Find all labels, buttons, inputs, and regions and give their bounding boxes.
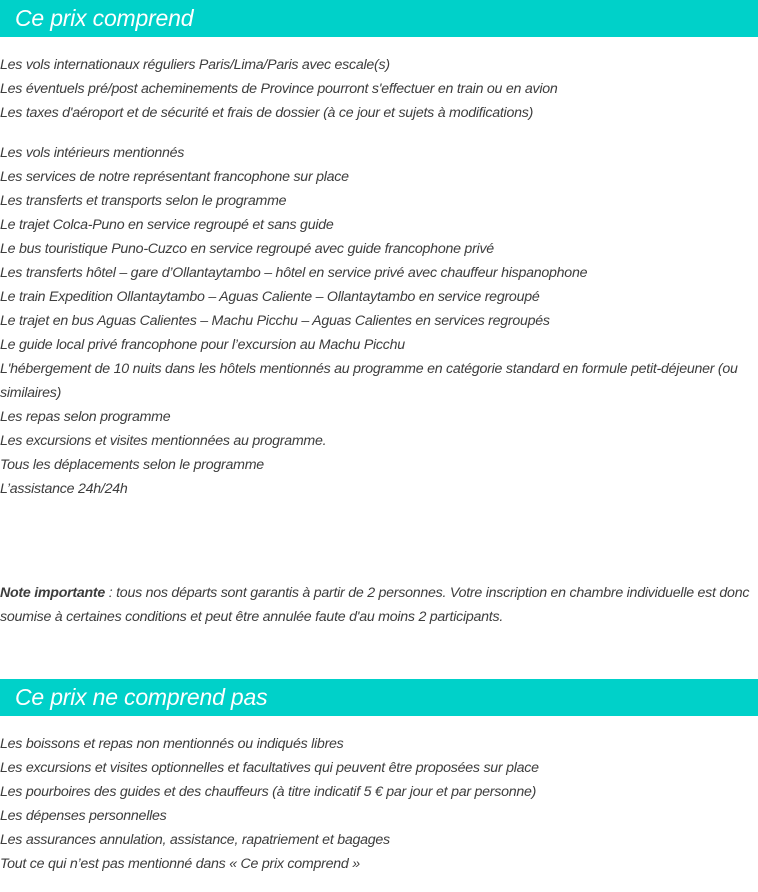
important-note-paragraph — [0, 581, 752, 629]
important-note-text: : tous nos départs sont garantis à partir de 2 personnes. Votre inscription en chambre individuelle est donc soumise à certaines conditions et peut être annulée faute d'au moins 2 participants. — [0, 585, 750, 625]
list-item: Les pourboires des guides et des chauffeurs (à titre indicatif 5 € par jour et par personne) — [0, 784, 537, 800]
included-list-flights — [0, 53, 758, 125]
list-item: Les vols intérieurs mentionnés — [0, 145, 185, 161]
list-item: Le guide local privé francophone pour l’excursion au Machu Picchu — [0, 337, 405, 353]
list-item: Le bus touristique Puno-Cuzco en service regroupé avec guide francophone privé — [0, 241, 494, 257]
list-item: Les boissons et repas non mentionnés ou indiqués libres — [0, 736, 344, 752]
important-note — [0, 581, 752, 629]
list-item: Les excursions et visites optionnelles et facultatives qui peuvent être proposées sur place — [0, 760, 539, 776]
list-item: Les excursions et visites mentionnées au programme. — [0, 433, 327, 449]
list-item: L'hébergement de 10 nuits dans les hôtels mentionnés au programme en catégorie standard en formule petit-déjeuner (ou similaires) — [0, 361, 738, 401]
list-item: Les assurances annulation, assistance, rapatriement et bagages — [0, 832, 390, 848]
list-item: Les transferts hôtel – gare d’Ollantaytambo – hôtel en service privé avec chauffeur hispanophone — [0, 265, 588, 281]
list-item: Le trajet en bus Aguas Calientes – Machu Picchu – Aguas Calientes en services regroupés — [0, 313, 550, 329]
list-item: Le trajet Colca-Puno en service regroupé et sans guide — [0, 217, 334, 233]
included-list-services — [0, 141, 758, 501]
list-item: Les éventuels pré/post acheminements de Province pourront s'effectuer en train ou en avion — [0, 81, 558, 97]
list-item: Les taxes d'aéroport et de sécurité et frais de dossier (à ce jour et sujets à modifications) — [0, 105, 534, 121]
list-item: Les transferts et transports selon le programme — [0, 193, 287, 209]
important-note-label: Note importante — [0, 585, 106, 601]
list-item: L’assistance 24h/24h — [0, 481, 128, 497]
list-item: Les dépenses personnelles — [0, 808, 167, 824]
list-item: Les repas selon programme — [0, 409, 171, 425]
list-item: Tout ce qui n’est pas mentionné dans « Ce prix comprend » — [0, 856, 360, 872]
section-header-excluded — [0, 679, 758, 716]
list-item: Le train Expedition Ollantaytambo – Aguas Caliente – Ollantaytambo en service regroupé — [0, 289, 540, 305]
section-title-included: Ce prix comprend — [15, 5, 194, 31]
section-title-excluded: Ce prix ne comprend pas — [15, 684, 268, 710]
list-item: Les services de notre représentant francophone sur place — [0, 169, 349, 185]
section-header-included — [0, 0, 758, 37]
list-item: Tous les déplacements selon le programme — [0, 457, 264, 473]
list-item: Les vols internationaux réguliers Paris/Lima/Paris avec escale(s) — [0, 57, 390, 73]
excluded-list — [0, 732, 758, 876]
